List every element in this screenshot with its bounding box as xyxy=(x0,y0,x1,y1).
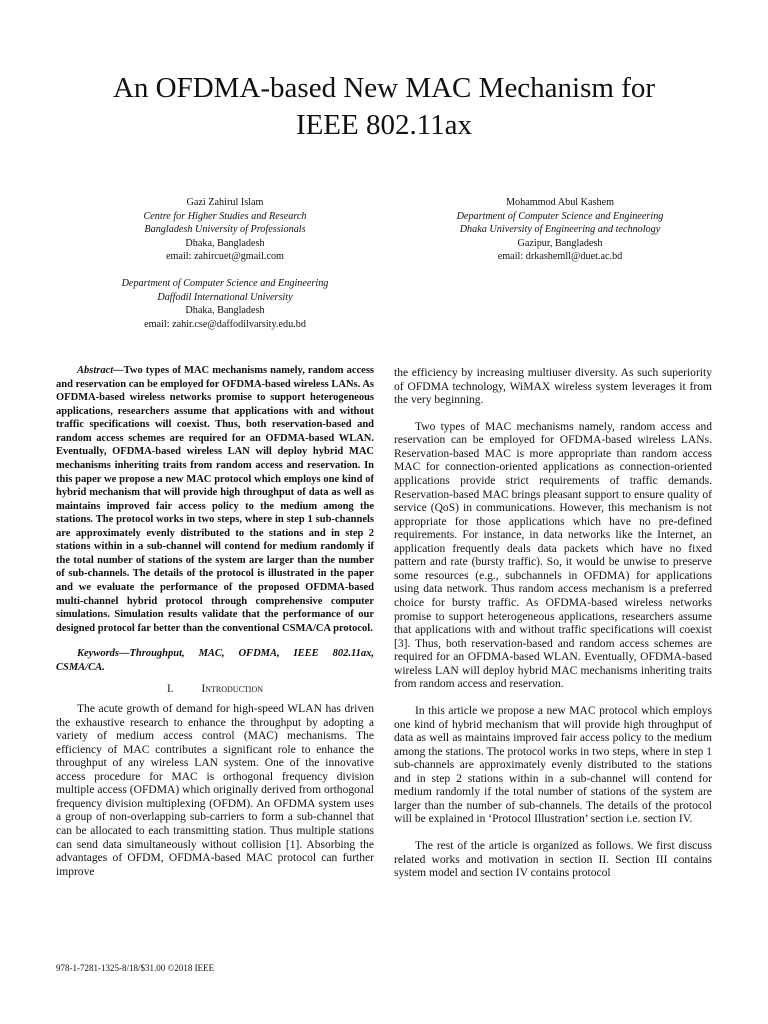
author-1-email-2[interactable]: email: zahir.cse@daffodilvarsity.edu.bd xyxy=(144,318,306,330)
author-1-dept-2: Department of Computer Science and Engineering xyxy=(121,277,329,289)
keywords: Keywords—Throughput, MAC, OFDMA, IEEE 802.11ax, CSMA/CA. xyxy=(56,648,374,673)
title-line-2: IEEE 802.11ax xyxy=(295,109,473,141)
author-2-location: Gazipur, Bangladesh xyxy=(517,237,603,249)
left-column xyxy=(56,364,374,879)
author-1-location-2: Dhaka, Bangladesh xyxy=(185,305,265,317)
author-1-org-2: Daffodil International University xyxy=(157,291,293,303)
author-2-block xyxy=(410,196,710,264)
paper-title xyxy=(60,70,708,144)
author-1-location: Dhaka, Bangladesh xyxy=(185,237,265,249)
intro-paragraph-3: In this article we propose a new MAC protocol which employs one kind of hybrid mechanism that will provide high throughput of data as well as maintains improved fair access policy to the medium among the stations. The protocol works in two steps, where in step 1 sub-channels are approximately evenly distributed to the stations and in step 2 stations within in a sub-channel will contend for medium randomly if the total number of stations of the system are larger than the number of sub-channels. The details of the protocol will be explained in ‘Protocol Illustration’ section i.e. section IV. xyxy=(394,704,712,826)
right-column xyxy=(394,367,712,881)
section-heading-introduction xyxy=(56,683,374,697)
author-1-name: Gazi Zahirul Islam xyxy=(186,197,264,208)
abstract xyxy=(56,364,374,635)
intro-paragraph-2: Two types of MAC mechanisms namely, random access and reservation can be employed for OFDMA-based wireless LANs. Reservation-based MAC is more appropriate than random access MAC for connection-oriented applications as connection-oriented applications provide strict requirements of traffic demands. Reservation-based MAC brings pleasant support to ensure quality of service (QoS) in communications. However, this mechanism is not appropriate for those applications which have no pre-defined requirements. For instance, in data networks like the Internet, an application frequently deals data packets which have no fixed pattern and rate (bursty traffic). So, it would be unwise to preserve some resources (e.g., subchannels in OFDMA) for applications using data network. Thus random access mechanism is a preferred choice for bursty traffic. As OFDMA-based wireless networks promise to support heterogeneous applications, researchers assume that applications with and without traffic specifications will coexist [3]. Thus, both reservation-based and random access schemes are required for an OFDMA-based WLAN. Eventually, OFDMA-based wireless LAN will deploy hybrid MAC mechanisms inheriting traits from random access and reservation. xyxy=(394,420,712,691)
author-2-name: Mohammod Abul Kashem xyxy=(505,197,615,208)
intro-paragraph-1-continued: the efficiency by increasing multiuser diversity. As such superiority of OFDMA technology, WiMAX wireless system leverages it from the very beginning. xyxy=(394,367,712,407)
author-2-dept: Department of Computer Science and Engineering xyxy=(456,210,664,222)
section-title: Introduction xyxy=(201,683,264,696)
author-1-dept: Centre for Higher Studies and Research xyxy=(143,210,307,222)
abstract-label: Abstract— xyxy=(77,365,124,376)
intro-paragraph-4: The rest of the article is organized as follows. We first discuss related works and motivation in section II. Section III contains system model and section IV contains protocol xyxy=(394,840,712,880)
author-2-email[interactable]: email: drkashemll@duet.ac.bd xyxy=(497,251,623,263)
author-1-block xyxy=(80,196,370,331)
section-number: I. xyxy=(166,683,174,696)
copyright-footer: 978-1-7281-1325-8/18/$31.00 ©2018 IEEE xyxy=(56,963,215,973)
author-2-org: Dhaka University of Engineering and technology xyxy=(459,224,661,236)
author-1-org: Bangladesh University of Professionals xyxy=(144,224,306,236)
intro-paragraph-1: The acute growth of demand for high-speed WLAN has driven the exhaustive research to enhance the throughput by adopting a variety of medium access control (MAC) mechanisms. The efficiency of MAC contributes a significant role to enhance the throughput of any wireless LAN system. One of the innovative access procedure for MAC is orthogonal frequency division multiple access (OFDMA) which originally derived from orthogonal frequency division multiplexing (OFDM). An OFDMA system uses a group of non-overlapping sub-carriers to form a sub-channel that can be allocated to each transmitting station. Thus multiple stations can send data simultaneously without collision [1]. Absorbing the advantages of OFDM, OFDMA-based MAC protocol can further improve xyxy=(56,702,374,878)
title-line-1: An OFDMA-based New MAC Mechanism for xyxy=(112,72,656,104)
abstract-text: Two types of MAC mechanisms namely, random access and reservation can be employed for OFDMA-based wireless LANs. As OFDMA-based wireless networks promise to support heterogeneous applications, researchers assume that applications with and without traffic specifications will coexist. Thus, both reservation-based and random access schemes are required for an OFDMA-based WLAN. Eventually, OFDMA-based wireless LAN will deploy hybrid MAC mechanisms inheriting traits from random access and reservation. In this paper we propose a new MAC protocol which employs one kind of hybrid mechanism that will provide high throughput of data as well as maintains improved fair access policy to the medium among the stations. The protocol works in two steps, where in step 1 sub-channels are approximately evenly distributed to the stations and in step 2 stations within in a sub-channel will contend for medium randomly if the total number of stations of the system are larger than the number of sub-channels. The details of the protocol is illustrated in the paper and we evaluate the performance of the proposed OFDMA-based multi-channel hybrid protocol through comprehensive computer simulations. Simulation results validate that the performance of our designed protocol far better than the conventional CSMA/CA protocol. xyxy=(56,365,374,634)
author-1-email[interactable]: email: zahircuet@gmail.com xyxy=(165,251,284,263)
